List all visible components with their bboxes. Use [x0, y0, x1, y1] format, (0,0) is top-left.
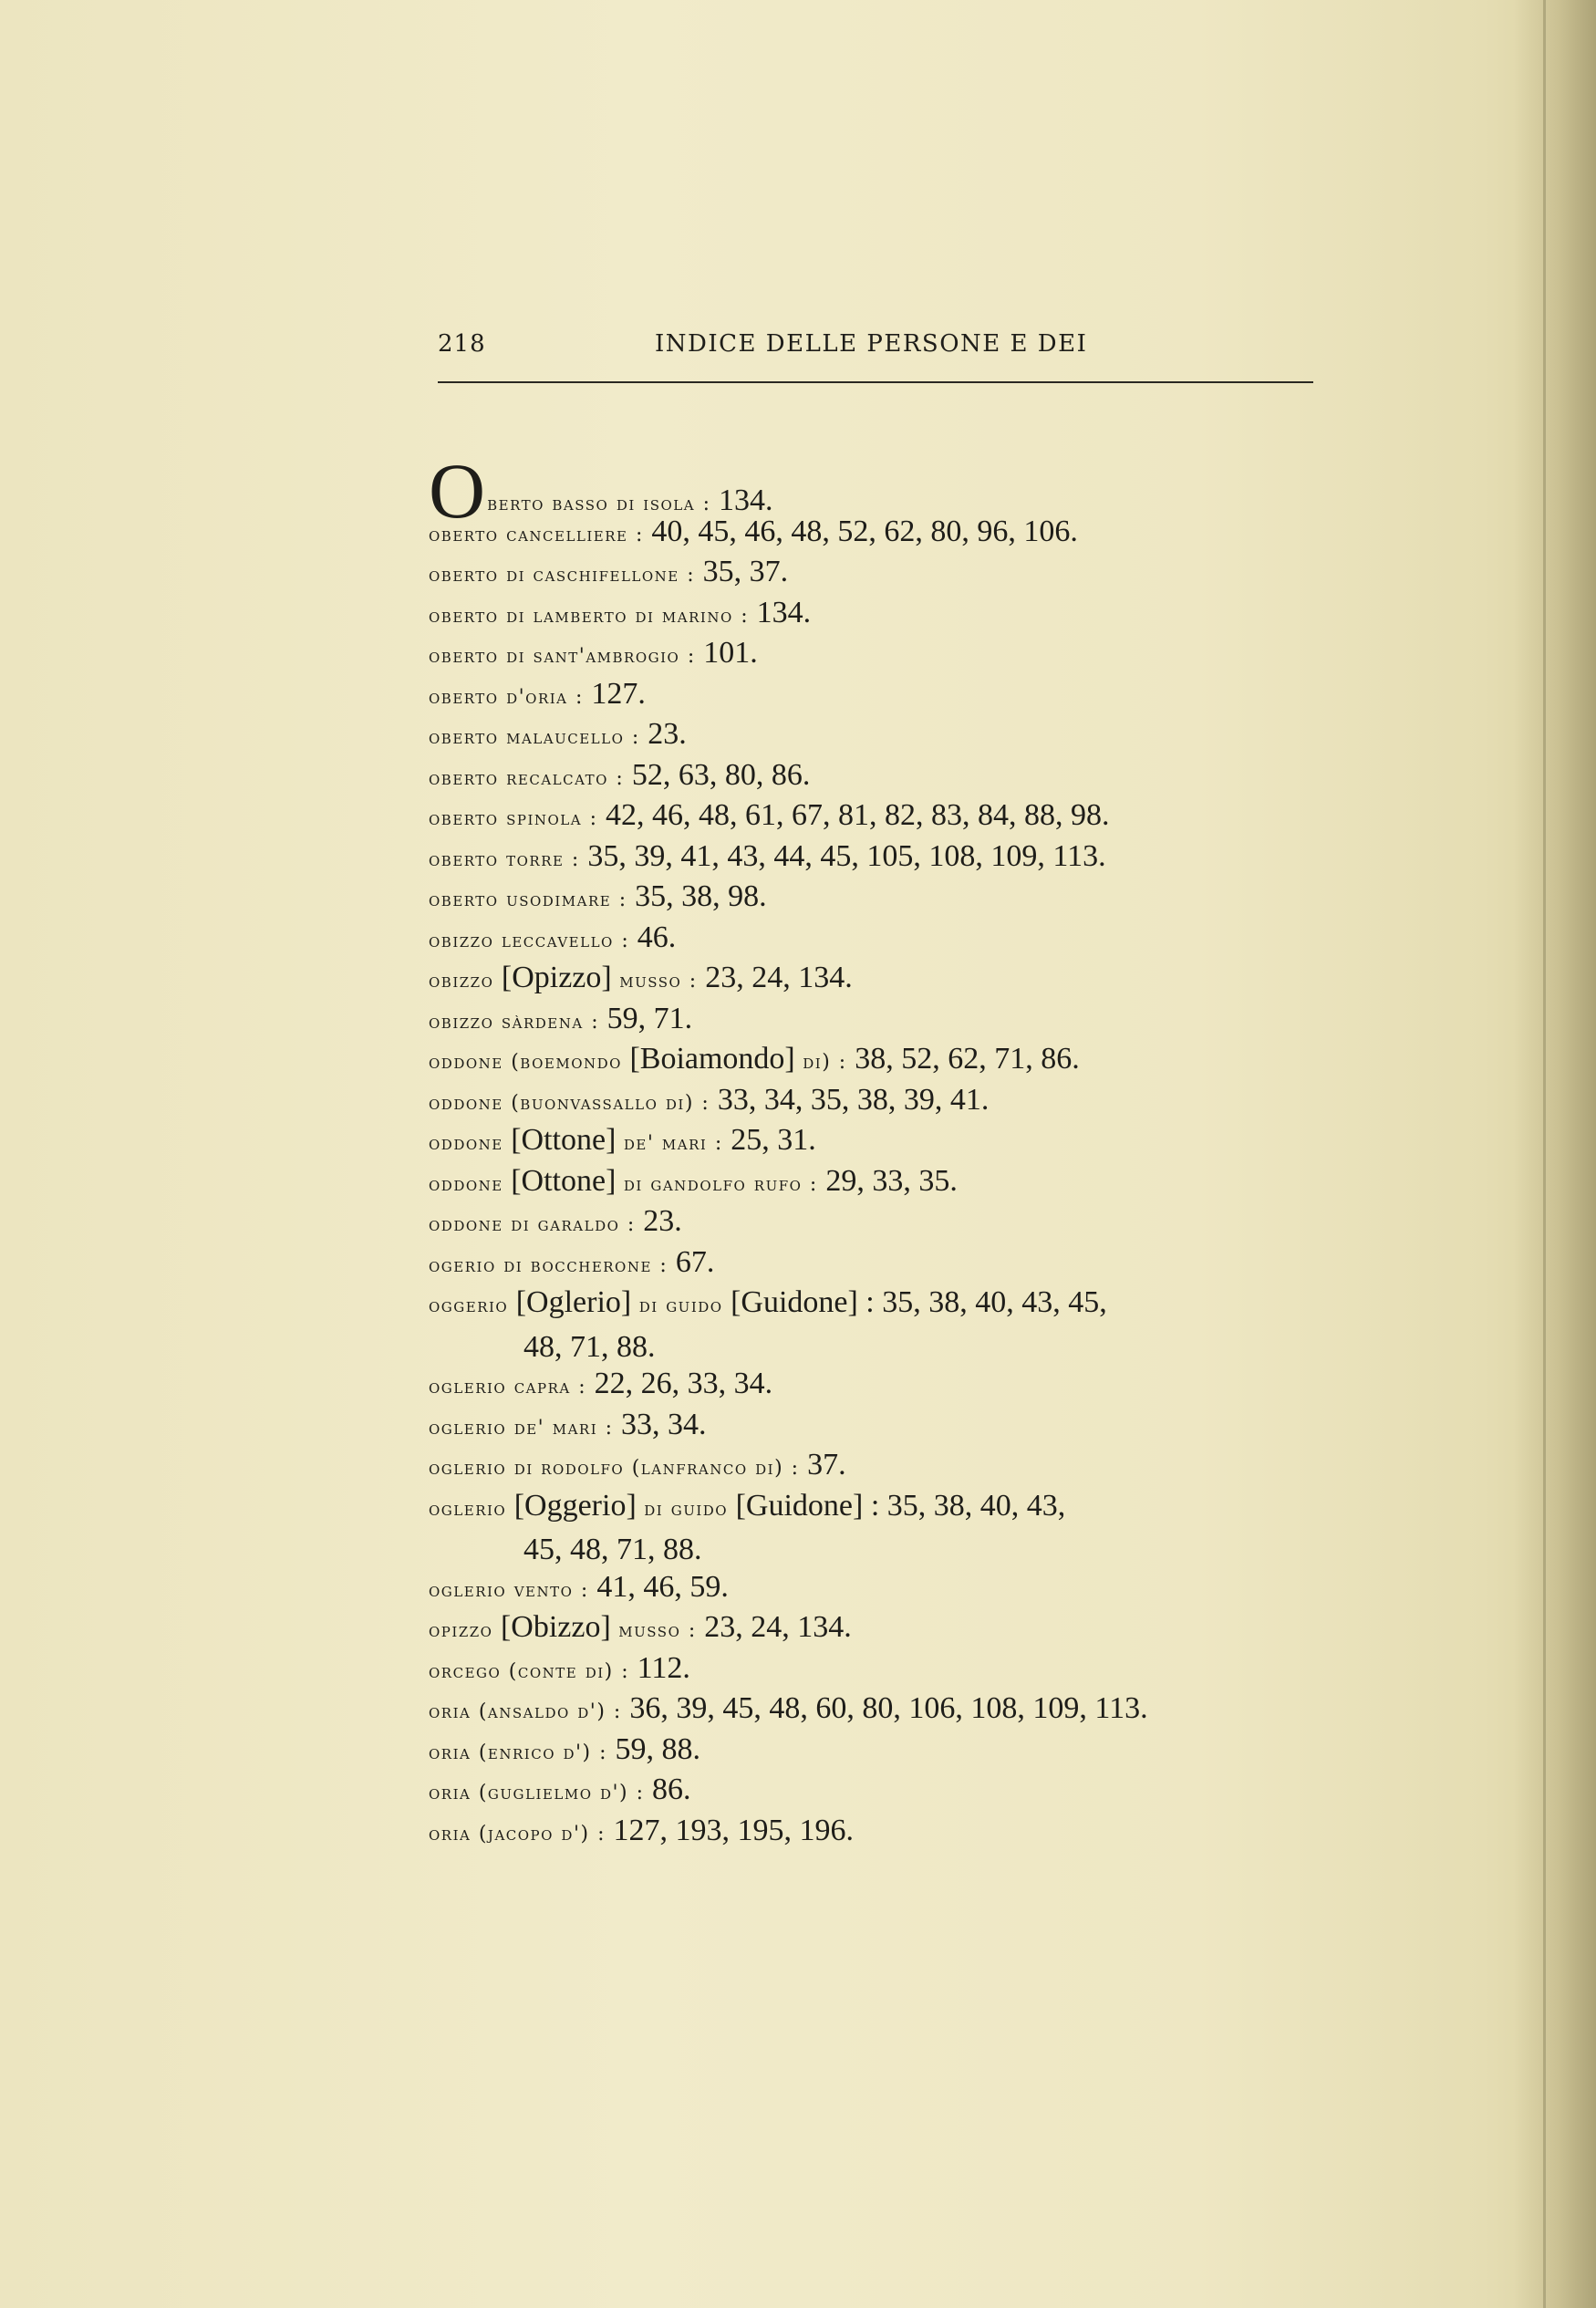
index-entry: [429, 552, 1322, 593]
entry-text: 23.: [643, 1204, 682, 1238]
entry-name: oggerio: [429, 1294, 516, 1317]
entry-text: 38, 52, 62, 71, 86.: [855, 1042, 1080, 1076]
entry-name: obizzo: [429, 970, 502, 993]
entry-name: oglerio capra :: [429, 1376, 595, 1398]
index-entry: [429, 999, 1322, 1040]
index-entry: [429, 1364, 1322, 1405]
entry-text: 29, 33, 35.: [825, 1163, 958, 1198]
index-entry: [429, 593, 1322, 634]
index-entry: [429, 1689, 1322, 1730]
index-entry: [429, 795, 1322, 837]
entry-name: oddone di garaldo :: [429, 1213, 644, 1236]
index-entry: [429, 1486, 1322, 1567]
entry-name: di guido: [644, 1497, 736, 1521]
entry-name: oglerio de' mari :: [429, 1416, 622, 1440]
index-entry: [429, 633, 1322, 674]
entry-name: di guido: [638, 1294, 731, 1317]
entry-text: 23, 24, 134.: [705, 961, 853, 994]
entry-text: 59, 71.: [606, 1001, 693, 1035]
entry-name: oberto di lamberto di marino :: [429, 604, 757, 628]
index-entry: [429, 755, 1322, 796]
index-entry: [429, 1730, 1322, 1771]
entry-text: [Ottone]: [511, 1123, 624, 1157]
page-header: [438, 330, 1313, 374]
entry-name: oria (guglielmo d') :: [429, 1782, 653, 1804]
entry-text: [Guidone] : 35, 38, 40, 43, 45,: [731, 1285, 1107, 1319]
entry-text: 86.: [652, 1773, 691, 1806]
entry-name: musso :: [619, 970, 706, 993]
index-entry: [429, 1607, 1322, 1648]
entry-text: [Boiamondo]: [629, 1042, 803, 1076]
entry-text: 35, 39, 41, 43, 44, 45, 105, 108, 109, 113.: [587, 838, 1106, 873]
entry-name: oglerio vento :: [429, 1578, 597, 1602]
entry-text: 101.: [703, 636, 758, 670]
entry-text: 33, 34, 35, 38, 39, 41.: [717, 1082, 990, 1117]
index-entry: [429, 1242, 1322, 1284]
index-entry: [429, 1811, 1322, 1852]
entry-text: 134.: [718, 483, 773, 517]
entry-name: oria (jacopo d') :: [429, 1822, 614, 1845]
entry-text: 59, 88.: [615, 1731, 701, 1766]
entry-name: oberto spinola :: [429, 807, 606, 830]
entry-name: ogerio di boccherone :: [429, 1253, 676, 1277]
entry-text: 35, 38, 98.: [635, 879, 767, 913]
index-entry: [429, 714, 1322, 755]
entry-name: oberto di caschifellone :: [429, 564, 703, 587]
entry-name: oberto torre :: [429, 847, 588, 871]
entry-name: di) :: [803, 1051, 855, 1074]
entry-text: 112.: [637, 1650, 690, 1685]
entry-text: 36, 39, 45, 48, 60, 80, 106, 108, 109, 113.: [629, 1691, 1148, 1725]
index-entry: [429, 958, 1322, 999]
entry-text: 41, 46, 59.: [596, 1569, 729, 1604]
entry-text: 46.: [637, 920, 677, 954]
entry-name: musso :: [618, 1619, 705, 1642]
index-entry: [429, 1283, 1322, 1364]
index-entry: [429, 512, 1322, 553]
entry-name: oberto di sant'ambrogio :: [429, 645, 704, 668]
entry-text: 52, 63, 80, 86.: [631, 757, 811, 792]
page-number: 218: [438, 330, 486, 358]
entry-text: [Opizzo]: [501, 961, 620, 994]
index-entry: [429, 1161, 1322, 1202]
entry-text: 40, 45, 46, 48, 52, 62, 80, 96, 106.: [651, 514, 1078, 548]
entry-continuation: 48, 71, 88.: [523, 1329, 656, 1364]
index-entry: [429, 877, 1322, 918]
entry-name: oria (enrico d') :: [429, 1741, 616, 1764]
header-rule: [438, 381, 1313, 383]
entry-name: oberto recalcato :: [429, 766, 632, 790]
entry-text: 37.: [807, 1448, 846, 1481]
entry-text: [Obizzo]: [500, 1610, 619, 1644]
entry-text: 134.: [756, 595, 812, 629]
entry-text: 42, 46, 48, 61, 67, 81, 82, 83, 84, 88, 98.: [606, 798, 1110, 832]
index-entry: [429, 1039, 1322, 1080]
index-entry: [429, 1080, 1322, 1121]
entry-text: 67.: [675, 1244, 715, 1279]
entry-text: 35, 37.: [702, 555, 789, 588]
entry-name: de' mari :: [623, 1132, 731, 1155]
entry-name: orcego (conte di) :: [429, 1659, 637, 1683]
entry-text: [Guidone] : 35, 38, 40, 43,: [735, 1488, 1066, 1523]
entry-text: 22, 26, 33, 34.: [594, 1367, 773, 1400]
entry-text: 127, 193, 195, 196.: [613, 1813, 854, 1847]
entry-text: [Ottone]: [511, 1163, 624, 1198]
entry-text: 23.: [648, 717, 687, 751]
index-entry: [429, 837, 1322, 878]
entry-name: oberto malaucello :: [429, 726, 648, 749]
entry-name: oria (ansaldo d') :: [429, 1700, 630, 1723]
entry-name: oddone: [429, 1172, 512, 1196]
index-entry: [429, 918, 1322, 959]
entry-text: 25, 31.: [731, 1123, 816, 1157]
entry-name: oglerio di rodolfo (lanfranco di) :: [429, 1457, 808, 1480]
index-entries: [429, 447, 1322, 1851]
entry-name: di gandolfo rufo :: [623, 1172, 826, 1196]
entry-text: 127.: [591, 676, 646, 711]
entry-name: oberto cancelliere :: [429, 523, 652, 546]
entry-name: opizzo: [429, 1619, 501, 1642]
entry-name: obizzo leccavello :: [429, 929, 637, 952]
entry-name: berto basso di isola :: [487, 493, 719, 515]
index-entry: [429, 1120, 1322, 1161]
page-fold-line: [1543, 0, 1546, 2308]
index-entry: [429, 1405, 1322, 1446]
running-title: INDICE DELLE PERSONE E DEI: [655, 330, 1088, 358]
entry-text: 33, 34.: [621, 1407, 707, 1441]
entry-text: [Oggerio]: [513, 1488, 645, 1523]
entry-name: obizzo sàrdena :: [429, 1010, 607, 1034]
drop-initial: O: [429, 447, 486, 535]
page-edge-shadow: [1514, 0, 1596, 2308]
entry-text: 23, 24, 134.: [704, 1610, 852, 1644]
entry-name: oddone (buonvassallo di) :: [429, 1091, 718, 1115]
entry-name: oberto d'oria :: [429, 685, 592, 709]
index-entry: [429, 674, 1322, 715]
index-entry: [429, 1648, 1322, 1689]
entry-name: oglerio: [429, 1497, 514, 1521]
entry-name: oddone: [429, 1132, 512, 1155]
index-entry: [429, 1445, 1322, 1486]
index-entry: [429, 1567, 1322, 1608]
entry-text: [Oglerio]: [515, 1285, 639, 1319]
entry-name: oddone (boemondo: [429, 1051, 630, 1074]
entry-continuation: 45, 48, 71, 88.: [523, 1533, 702, 1566]
index-entry: [429, 1201, 1322, 1242]
index-entry: [429, 1770, 1322, 1811]
entry-name: oberto usodimare :: [429, 889, 636, 911]
